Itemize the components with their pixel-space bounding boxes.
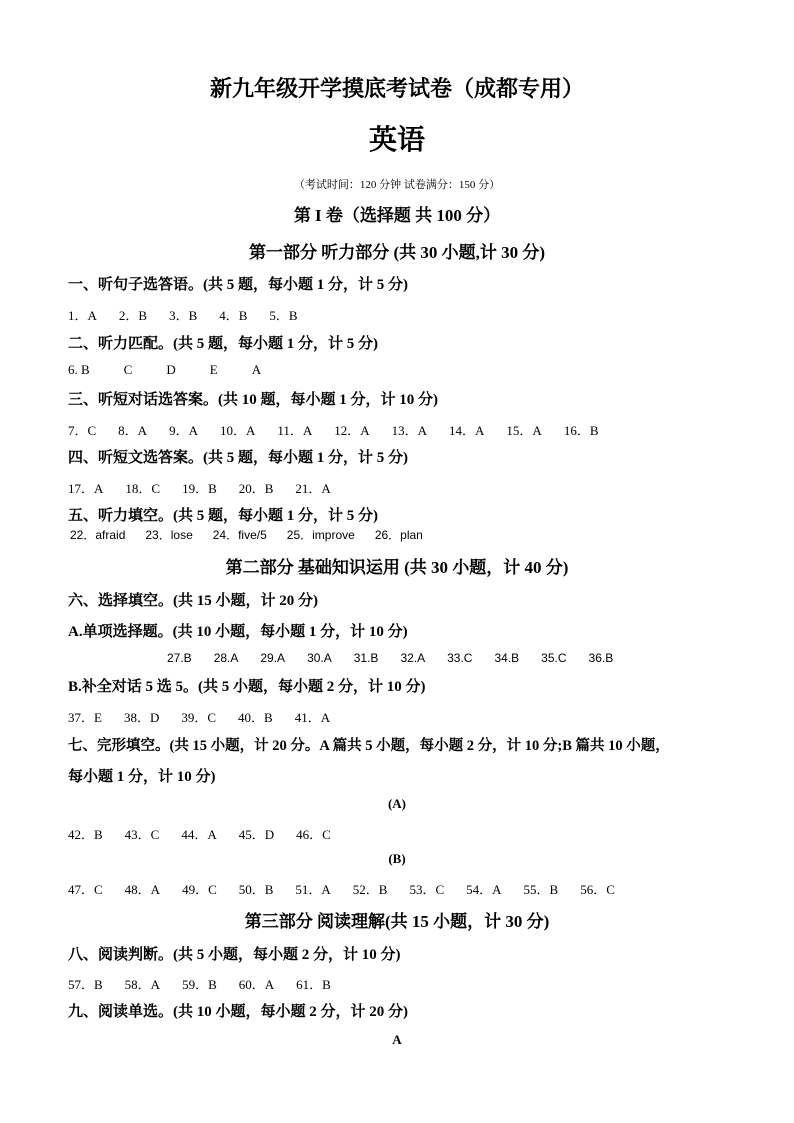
sectionA-heading: A.单项选择题。(共 10 小题，每小题 1 分，计 10 分) bbox=[68, 624, 408, 640]
cloze-a-answers bbox=[68, 824, 353, 843]
answer: 30.A bbox=[307, 651, 332, 665]
answer: 27.B bbox=[167, 651, 192, 665]
answer: 56．C bbox=[580, 882, 615, 897]
answer: 6. B bbox=[68, 362, 90, 377]
answer: 39．C bbox=[181, 710, 217, 725]
answer: 1．A bbox=[68, 308, 97, 323]
answer: 5．B bbox=[269, 308, 298, 323]
section8-heading: 八、阅读判断。(共 5 小题，每小题 2 分，计 10 分) bbox=[68, 947, 401, 963]
answer: 22．afraid bbox=[70, 528, 126, 542]
answer: A bbox=[251, 362, 262, 377]
section4-heading: 四、听短文选答案。(共 5 题，每小题 1 分，计 5 分) bbox=[68, 450, 408, 466]
answer: 7．C bbox=[68, 423, 97, 438]
subject-title: 英语 bbox=[368, 125, 425, 156]
answer: 24．five/5 bbox=[212, 528, 267, 542]
answer: 32.A bbox=[400, 651, 426, 665]
volume-heading: 第 I 卷（选择题 共 100 分） bbox=[293, 206, 501, 225]
section6-heading: 六、选择填空。(共 15 小题，计 20 分) bbox=[68, 593, 318, 609]
exam-info: （考试时间：120 分钟 试卷满分：150 分） bbox=[293, 179, 501, 191]
answer: 17．A bbox=[68, 481, 104, 496]
section2-answers bbox=[68, 362, 283, 378]
sectionB-answers bbox=[68, 707, 352, 726]
cloze-b-label: (B) bbox=[388, 851, 406, 866]
part1-heading: 第一部分 听力部分 (共 30 小题,计 30 分) bbox=[248, 243, 546, 262]
answer: 11．A bbox=[277, 423, 313, 438]
answer: 42．B bbox=[68, 827, 103, 842]
answer: 19．B bbox=[182, 481, 217, 496]
section8-answers bbox=[68, 974, 353, 993]
section2-heading: 二、听力匹配。(共 5 题，每小题 1 分，计 5 分) bbox=[68, 336, 378, 352]
section9-heading: 九、阅读单选。(共 10 小题，每小题 2 分，计 20 分) bbox=[68, 1004, 408, 1020]
answer: 46．C bbox=[296, 827, 331, 842]
section4-answers bbox=[68, 478, 353, 497]
answer: 51．A bbox=[295, 882, 331, 897]
answer: 36.B bbox=[588, 651, 614, 665]
section3-answers bbox=[68, 420, 620, 439]
answer: 41．A bbox=[294, 710, 331, 725]
answer: 54．A bbox=[466, 882, 502, 897]
answer: 45．D bbox=[238, 827, 275, 842]
cloze-b-answers bbox=[68, 879, 637, 898]
page-title: 新九年级开学摸底考试卷（成都专用） bbox=[209, 76, 584, 101]
answer: 20．B bbox=[238, 481, 274, 496]
section5-answers bbox=[70, 526, 443, 543]
answer: 16．B bbox=[563, 423, 599, 438]
reading-a-label: A bbox=[392, 1032, 402, 1047]
section7-heading-line2: 每小题 1 分，计 10 分) bbox=[68, 769, 216, 785]
answer: 2．B bbox=[118, 308, 148, 323]
answer: 34.B bbox=[494, 651, 520, 665]
part3-heading: 第三部分 阅读理解(共 15 小题，计 30 分) bbox=[244, 912, 550, 931]
answer: 3．B bbox=[169, 308, 198, 323]
answer: 40．B bbox=[238, 710, 273, 725]
answer: 47．C bbox=[68, 882, 103, 897]
answer: 35.C bbox=[541, 651, 567, 665]
answer: D bbox=[166, 362, 176, 377]
answer: 21．A bbox=[295, 481, 331, 496]
section1-heading: 一、听句子选答语。(共 5 题，每小题 1 分，计 5 分) bbox=[68, 277, 408, 293]
answer: 33.C bbox=[447, 651, 473, 665]
section3-heading: 三、听短对话选答案。(共 10 题，每小题 1 分，计 10 分) bbox=[68, 392, 438, 408]
answer: 29.A bbox=[260, 651, 286, 665]
section5-heading: 五、听力填空。(共 5 题，每小题 1 分，计 5 分) bbox=[68, 508, 378, 524]
answer: 53．C bbox=[409, 882, 445, 897]
answer: 52．B bbox=[352, 882, 388, 897]
section1-answers bbox=[68, 305, 320, 324]
answer: 14．A bbox=[449, 423, 485, 438]
answer: 48．A bbox=[124, 882, 161, 897]
answer: 59．B bbox=[182, 977, 217, 992]
answer: 37．E bbox=[68, 710, 102, 725]
answer: 26．plan bbox=[374, 528, 423, 542]
answer: 60．A bbox=[238, 977, 275, 992]
answer: 12．A bbox=[334, 423, 370, 438]
answer: 23．lose bbox=[145, 528, 193, 542]
section7-heading-line1: 七、完形填空。(共 15 小题，计 20 分。A 篇共 5 小题，每小题 2 分，计 10 分;B 篇共 10 小题， bbox=[68, 738, 670, 754]
answer: 50．B bbox=[238, 882, 274, 897]
answer: C bbox=[123, 362, 133, 377]
sectionB-heading: B.补全对话 5 选 5。(共 5 小题，每小题 2 分，计 10 分) bbox=[68, 679, 426, 695]
answer: 49．C bbox=[182, 882, 217, 897]
answer: 4．B bbox=[219, 308, 248, 323]
answer: 61．B bbox=[296, 977, 331, 992]
answer: 9．A bbox=[169, 423, 198, 438]
answer: 44．A bbox=[181, 827, 217, 842]
answer: 13．A bbox=[391, 423, 428, 438]
answer: 58．A bbox=[124, 977, 161, 992]
answer: 43．C bbox=[124, 827, 160, 842]
answer: 57．B bbox=[68, 977, 103, 992]
answer: E bbox=[209, 362, 218, 377]
answer: 38．D bbox=[123, 710, 160, 725]
answer: 10．A bbox=[219, 423, 256, 438]
answer: 25．improve bbox=[286, 528, 355, 542]
answer: 28.A bbox=[213, 651, 239, 665]
answer: 31.B bbox=[353, 651, 379, 665]
sectionA-answers bbox=[167, 651, 635, 665]
cloze-a-label: (A) bbox=[387, 796, 407, 811]
answer: 18．C bbox=[125, 481, 161, 496]
answer: 55．B bbox=[523, 882, 559, 897]
answer: 8．A bbox=[118, 423, 148, 438]
part2-heading: 第二部分 基础知识运用 (共 30 小题，计 40 分) bbox=[225, 558, 569, 577]
answer: 15．A bbox=[506, 423, 542, 438]
